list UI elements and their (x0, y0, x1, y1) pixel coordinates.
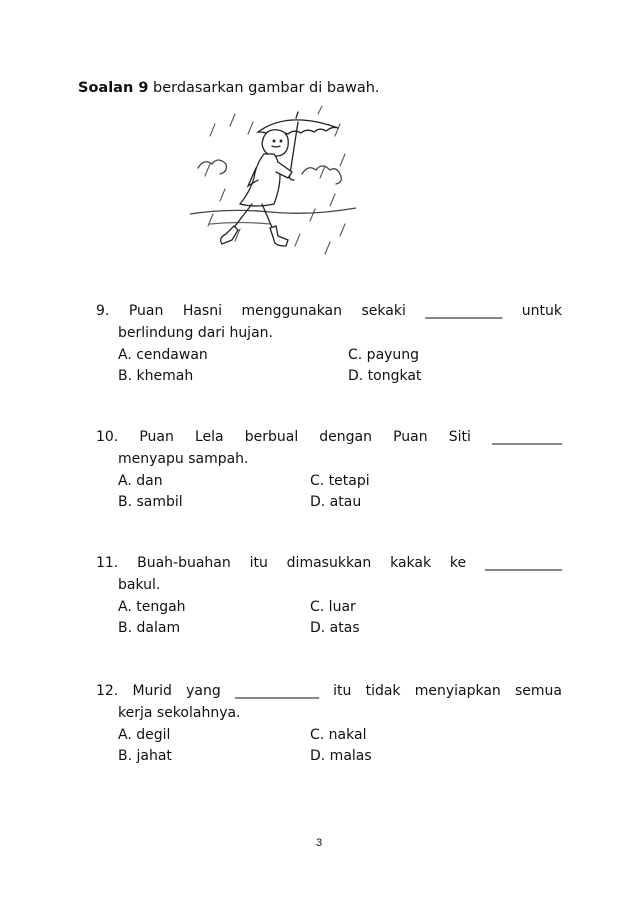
option-d: D. malas (310, 748, 372, 765)
option-c: C. luar (310, 598, 356, 615)
question-continuation: menyapu sampah. (118, 450, 249, 467)
option-b: B. sambil (118, 494, 183, 511)
option-d: D. atau (310, 494, 362, 511)
option-c: C. tetapi (310, 472, 370, 489)
instruction-rest: berdasarkan gambar di bawah. (148, 80, 380, 96)
option-c: C. payung (348, 346, 420, 363)
option-a: A. degil (118, 726, 171, 743)
instruction-text (78, 80, 380, 96)
question-stem: 11. Buah-buahan itu dimasukkan kakak ke ___________ (96, 555, 562, 571)
question-stem: 10. Puan Lela berbual dengan Puan Siti __________ (96, 429, 562, 445)
option-a: A. dan (118, 472, 163, 489)
question-continuation: berlindung dari hujan. (118, 324, 273, 341)
option-b: B. khemah (118, 368, 194, 385)
option-d: D. atas (310, 620, 360, 637)
question-9 (96, 301, 562, 388)
girl-umbrella-rain-illustration (190, 106, 356, 266)
option-a: A. tengah (118, 598, 186, 615)
option-a: A. cendawan (118, 346, 208, 363)
question-10 (96, 427, 562, 514)
question-stem: 9. Puan Hasni menggunakan sekaki ___________ untuk (96, 303, 562, 319)
option-d: D. tongkat (348, 368, 422, 385)
question-stem: 12. Murid yang ____________ itu tidak menyiapkan semua (96, 683, 562, 699)
question-continuation: kerja sekolahnya. (118, 704, 241, 721)
instruction-bold: Soalan 9 (78, 80, 149, 96)
option-c: C. nakal (310, 726, 367, 743)
option-b: B. jahat (118, 748, 172, 765)
question-12 (96, 681, 562, 768)
option-b: B. dalam (118, 620, 181, 637)
question-continuation: bakul. (118, 576, 161, 593)
question-11 (96, 553, 562, 640)
page-number: 3 (315, 837, 323, 849)
